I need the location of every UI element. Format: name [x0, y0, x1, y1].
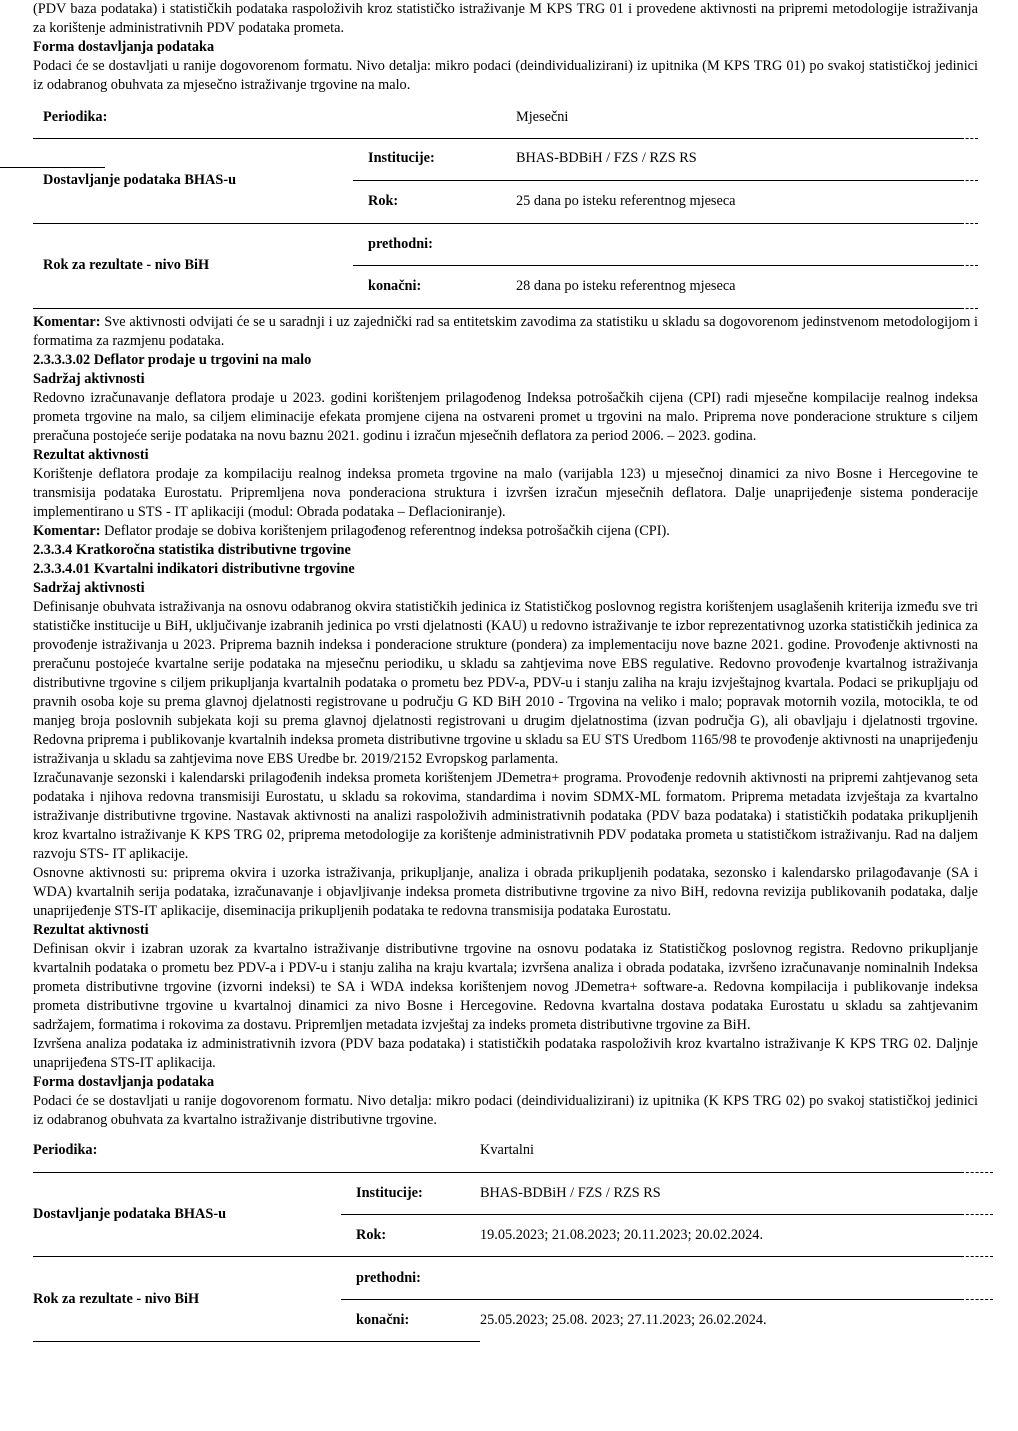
- section-heading: 2.3.3.4 Kratkoročna statistika distributivne trgovine: [33, 542, 351, 558]
- table-rule-dashed: [961, 1214, 993, 1215]
- table-rule: [33, 308, 961, 309]
- table-rule: [33, 1341, 480, 1342]
- rok-value: 25 dana po isteku referentnog mjeseca: [516, 193, 736, 209]
- dostava-label: Dostavljanje podataka BHAS-u: [43, 172, 237, 188]
- rezultat-paragraph: Korištenje deflatora prodaje za kompilaciju realnog indeksa prometa trgovine na malo (varijabla 123) u mjesečnoj dinamici za nivo Bosne i Hercegovine te transmisija podataka Eurostatu. Pripremljena nova ponderaciona struktura i izvršen izračun mjesečnih deflatora. Dalje unaprijeđenje sistema ponderacije implementirano u STS - IT aplikaciji (modul: Obrada podataka – Deflacioniranje).: [33, 466, 978, 520]
- table-rule: [0, 167, 105, 168]
- table-rule-dashed: [961, 265, 978, 266]
- table-rule-dashed: [961, 1256, 993, 1257]
- prethodni-label: prethodni:: [368, 236, 433, 252]
- komentar-text: Deflator prodaje se dobiva korištenjem prilagođenog referentnog indeksa potrošačkih cijena (CPI).: [100, 523, 670, 539]
- rezultati-label: Rok za rezultate - nivo BiH: [33, 1291, 200, 1307]
- table-rule: [341, 1214, 961, 1215]
- rok-value: 19.05.2023; 21.08.2023; 20.11.2023; 20.02.2024.: [480, 1227, 764, 1243]
- table-rule: [341, 1299, 961, 1300]
- table-rule-dashed: [961, 308, 978, 309]
- forma-heading: Forma dostavljanja podataka: [33, 39, 215, 55]
- komentar-paragraph: [33, 522, 978, 541]
- sadrzaj-paragraph: Definisanje obuhvata istraživanja na osnovu odabranog okvira statističkih jedinica iz Statističkog poslovnog registra korištenjem usaglašenih kriterija između sve tri statističke institucije u BiH, uključivanje izabranih jedinica po vrsti djelatnosti (KAU) u redovno istraživanje te izbor reprezentativnog uzorka statističkih jedinica za provođenje istraživanja u 2023. Priprema baznih indeksa i ponderacione strukture (pondera) za implementaciju nove bazne 2021. godine. Provođenje aktivnosti na preračunu postojeće kvartalne serije podataka na mjesečnu periodiku, u skladu sa zahtjevima nove EBS regulative. Redovno provođenje kvartalnog istraživanja distributivne trgovine s ciljem prikupljanja kvartalnih podataka o prometu bez PDV-a, PDV-u i stanju zaliha na kraju izvještajnog kvartala. Podaci se prikupljaju od pravnih osoba koje su prema glavnoj djelatnosti registrovane u području G KD BiH 2010 - Trgovina na veliko i malo; popravak motornih vozila, motocikla, te od manjeg broja poslovnih subjekata koji su prema glavnoj djelatnosti registrovani u drugim djelatnostima (izvan područja G), ali obavljaju i djelatnosti trgovine. Redovna priprema i publikovanje kvartalnih indeksa prometa distributivne trgovine u skladu sa EU STS Uredbom 1165/98 te provođenje aktivnosti na unaprijeđenju istraživanja u skladu sa zahtjevima nove EBS Uredbe br. 2019/2152 Evropskog parlamenta.: [33, 599, 978, 767]
- rezultat-heading: Rezultat aktivnosti: [33, 922, 149, 938]
- table-rule: [33, 138, 961, 139]
- konacni-label: konačni:: [368, 278, 422, 294]
- sadrzaj-heading: Sadržaj aktivnosti: [33, 371, 145, 387]
- forma-heading: Forma dostavljanja podataka: [33, 1074, 215, 1090]
- sadrzaj-paragraph: Osnovne aktivnosti su: priprema okvira i uzorka istraživanja, prikupljanje, analiza i obrada prikupljenih podataka, sezonsko i kalendarsko prilagođavanje (SA i WDA) kvartalnih serija podataka, izračunavanje i objavljivanje indeksa prometa distributivne trgovine za nivo BiH, redovna revizija publikovanih podataka, dalje unaprijeđenje STS-IT aplikacije, diseminacija prikupljenih podataka te redovna transmisija podataka Eurostatu.: [33, 865, 978, 919]
- table-rule: [353, 180, 961, 181]
- konacni-value: 28 dana po isteku referentnog mjeseca: [516, 278, 736, 294]
- komentar-paragraph: [33, 313, 978, 351]
- sadrzaj-heading: Sadržaj aktivnosti: [33, 580, 145, 596]
- institucije-value: BHAS-BDBiH / FZS / RZS RS: [480, 1185, 661, 1201]
- table-rule: [353, 265, 961, 266]
- table-rule-dashed: [961, 180, 978, 181]
- prethodni-label: prethodni:: [356, 1270, 421, 1286]
- meta-table-monthly: [33, 95, 978, 313]
- rezultat-paragraph: Definisan okvir i izabran uzorak za kvartalno istraživanje distributivne trgovine na osnovu podataka iz Statističkog poslovnog registra. Redovno prikupljanje kvartalnih podataka o prometu bez PDV-a i PDV-u i stanju zaliha na kraju kvartala; izvršena analiza i obrada podataka, izvršeno izračunavanje nominalnih Indeksa prometa distributivne trgovine (izvorni indeksi) te SA i WDA indeksa korištenjem novog JDemetra+ software-a. Redovna kompilacija i publikovanje indeksa prometa distributivne trgovine u kvartalnoj dinamici za nivo Bosne i Hercegovine. Redovna kvartalna dostava podataka Eurostatu u skladu sa zahtjevanim sadržajem, formatima i rokovima za dostavu. Pripremljen metadata izvještaj za indeks prometa distributivne trgovine za BiH.: [33, 941, 978, 1033]
- subsection-heading: 2.3.3.4.01 Kvartalni indikatori distributivne trgovine: [33, 561, 355, 577]
- komentar-text: Sve aktivnosti odvijati će se u saradnji i uz zajednički rad sa entitetskim zavodima za statistiku u skladu sa dogovorenom jedinstvenom metodologijom i formatima za razmjenu podataka.: [33, 314, 978, 349]
- meta-table-quarterly: [33, 1130, 978, 1346]
- rezultati-label: Rok za rezultate - nivo BiH: [43, 257, 210, 273]
- institucije-value: BHAS-BDBiH / FZS / RZS RS: [516, 150, 697, 166]
- table-rule-dashed: [961, 1172, 993, 1173]
- institucije-label: Institucije:: [368, 150, 435, 166]
- table-rule-dashed: [961, 223, 978, 224]
- komentar-label: Komentar:: [33, 314, 101, 330]
- document-page: [33, 0, 978, 1346]
- periodika-value: Kvartalni: [480, 1142, 534, 1158]
- periodika-value: Mjesečni: [516, 109, 569, 125]
- konacni-value: 25.05.2023; 25.08. 2023; 27.11.2023; 26.02.2024.: [480, 1312, 767, 1328]
- rezultat-paragraph: Izvršena analiza podataka iz administrativnih izvora (PDV baza podataka) i statističkih podataka raspoloživih kroz kvartalno istraživanje K KPS TRG 02. Daljnje unaprijeđena STS-IT aplikacija.: [33, 1036, 978, 1071]
- table-rule-dashed: [961, 138, 978, 139]
- forma-paragraph: Podaci će se dostavljati u ranije dogovorenom formatu. Nivo detalja: mikro podaci (deindividualizirani) iz upitnika (K KPS TRG 02) po svakoj statističkoj jedinici iz odabranog obuhvata za kvartalno istraživanje distributivne trgovine.: [33, 1093, 978, 1128]
- intro-paragraph: (PDV baza podataka) i statističkih podataka raspoloživih kroz statističko istraživanje M KPS TRG 01 i provedene aktivnosti na pripremi metodologije istraživanja za korištenje administrativnih PDV podataka prometa.: [33, 1, 978, 36]
- rok-label: Rok:: [356, 1227, 387, 1243]
- konacni-label: konačni:: [356, 1312, 410, 1328]
- rezultat-heading: Rezultat aktivnosti: [33, 447, 149, 463]
- sadrzaj-paragraph: Redovno izračunavanje deflatora prodaje u 2023. godini korištenjem prilagođenog Indeksa potrošačkih cijena (CPI) radi mjesečne kompilacije realnog indeksa prometa trgovine na malo, sa ciljem eliminacije efekata promjene cijena na ostvareni promet u trgovini na malo. Priprema nove ponderacione strukture s ciljem preračuna postojeće serije podataka na novu baznu 2021. godinu i izračun mjesečnih deflatora za period 2006. – 2023. godina.: [33, 390, 978, 444]
- forma-paragraph: Podaci će se dostavljati u ranije dogovorenom formatu. Nivo detalja: mikro podaci (deindividualizirani) iz upitnika (M KPS TRG 01) po svakoj statističkoj jedinici iz odabranog obuhvata za mjesečno istraživanje trgovine na malo.: [33, 58, 978, 93]
- rok-label: Rok:: [368, 193, 399, 209]
- dostava-label: Dostavljanje podataka BHAS-u: [33, 1206, 227, 1222]
- table-rule: [33, 1256, 961, 1257]
- table-rule: [33, 223, 961, 224]
- sadrzaj-paragraph: Izračunavanje sezonski i kalendarski prilagođenih indeksa prometa korištenjem JDemetra+ programa. Provođenje redovnih aktivnosti na pripremi zahtjevanog seta podataka i njihova redovna transmisiji Eurostatu, u skladu sa rokovima, standardima i novim SDMX-ML formatom. Priprema metadata izvještaja za kvartalno istraživanje distributivne trgovine. Nastavak aktivnosti na analizi raspoloživih administrativnih podataka (PDV baza podataka) i statističkih podataka prikupljenih kroz kvartalno istraživanje K KPS TRG 02, priprema metodologije za korištenje administrativnih PDV podataka prometa u statističkom istraživanju. Rad na daljem razvoju STS- IT aplikacije.: [33, 770, 978, 862]
- table-rule-dashed: [961, 1299, 993, 1300]
- table-rule: [33, 1172, 961, 1173]
- periodika-label: Periodika:: [43, 109, 108, 125]
- section-heading: 2.3.3.3.02 Deflator prodaje u trgovini na malo: [33, 352, 312, 368]
- komentar-label: Komentar:: [33, 523, 101, 539]
- institucije-label: Institucije:: [356, 1185, 423, 1201]
- periodika-label: Periodika:: [33, 1142, 98, 1158]
